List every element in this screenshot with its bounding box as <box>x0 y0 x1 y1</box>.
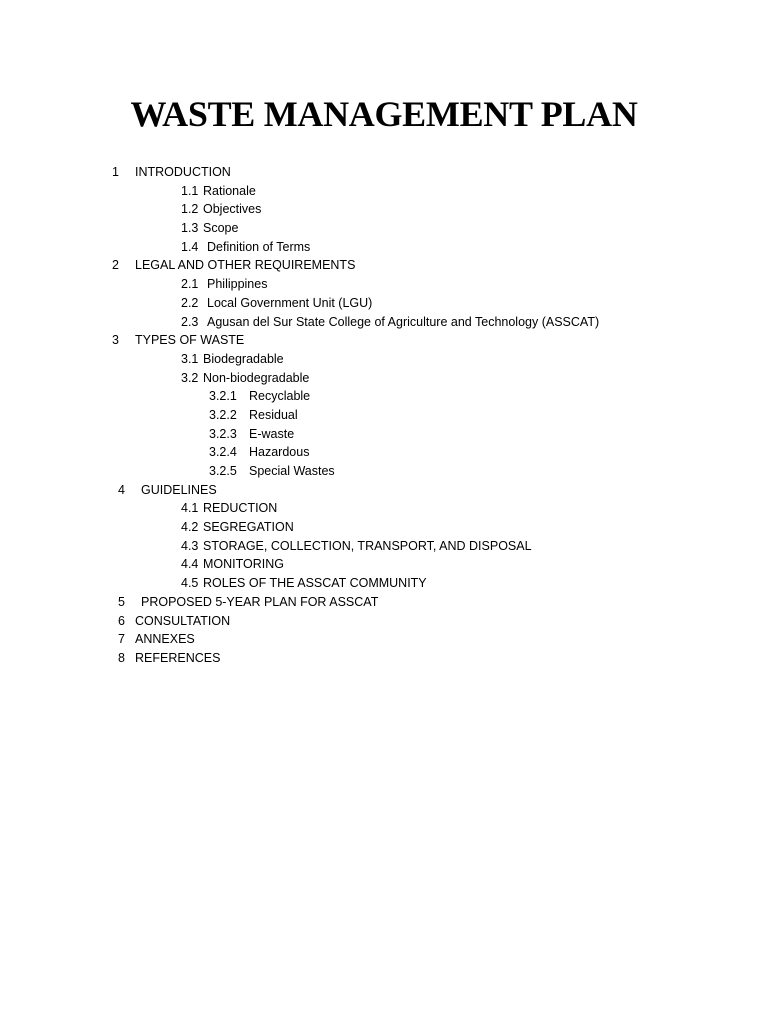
toc-item-label: Rationale <box>203 183 256 198</box>
toc-item-label: LEGAL AND OTHER REQUIREMENTS <box>135 258 356 273</box>
toc-item-label: Biodegradable <box>203 351 284 366</box>
toc-item-label: INTRODUCTION <box>135 165 231 179</box>
toc-item-number: 2.2 <box>181 295 199 310</box>
toc-item-label: STORAGE, COLLECTION, TRANSPORT, AND DISPOSAL <box>203 538 532 553</box>
toc-item-lgu <box>0 294 768 313</box>
toc-item-number: 6 <box>118 613 125 628</box>
toc-item-e-waste <box>0 425 768 444</box>
toc-item-label: Residual <box>249 407 298 422</box>
toc-item-residual <box>0 406 768 425</box>
toc-item-number: 3.2.4 <box>209 445 237 460</box>
toc-item-label: Local Government Unit (LGU) <box>207 295 373 310</box>
toc-item-number: 4.5 <box>181 576 199 591</box>
toc-item-label: ROLES OF THE ASSCAT COMMUNITY <box>203 576 427 591</box>
toc-item-number: 3.2 <box>181 370 199 385</box>
toc-item-legal-requirements <box>0 256 768 275</box>
toc-item-label: Agusan del Sur State College of Agriculture and Technology (ASSCAT) <box>207 314 600 329</box>
toc-item-number: 1.3 <box>181 221 199 236</box>
toc-item-number: 4.2 <box>181 520 199 535</box>
toc-item-reduction <box>0 499 768 518</box>
toc-item-types-of-waste <box>0 331 768 350</box>
toc-item-label: Special Wastes <box>249 464 335 478</box>
toc-item-number: 8 <box>118 650 125 665</box>
toc-item-number: 4.3 <box>181 538 199 553</box>
toc-item-label: Definition of Terms <box>207 239 311 254</box>
table-of-contents <box>0 163 768 668</box>
toc-item-number: 4.4 <box>181 557 199 572</box>
toc-item-non-biodegradable <box>0 369 768 388</box>
toc-item-label: REDUCTION <box>203 501 278 516</box>
toc-item-label: PROPOSED 5-YEAR PLAN FOR ASSCAT <box>141 594 379 609</box>
toc-item-number: 1.1 <box>181 183 199 198</box>
toc-item-objectives <box>0 200 768 219</box>
toc-item-number: 3.2.2 <box>209 407 237 422</box>
toc-item-number: 1 <box>112 165 119 179</box>
toc-item-label: REFERENCES <box>135 650 221 665</box>
toc-item-label: E-waste <box>249 426 295 441</box>
toc-item-label: Hazardous <box>249 445 310 460</box>
toc-item-roles <box>0 574 768 593</box>
toc-item-label: Scope <box>203 221 239 236</box>
toc-item-number: 2.3 <box>181 314 199 329</box>
toc-item-consultation <box>0 612 768 631</box>
toc-item-label: Philippines <box>207 277 268 292</box>
document-title: WASTE MANAGEMENT PLAN <box>130 94 638 134</box>
toc-item-label: CONSULTATION <box>135 613 231 628</box>
toc-item-number: 2 <box>112 258 119 273</box>
toc-item-number: 1.4 <box>181 239 199 254</box>
toc-item-segregation <box>0 518 768 537</box>
toc-item-number: 3.2.1 <box>209 389 237 404</box>
toc-item-number: 3 <box>112 333 119 348</box>
toc-item-storage-collection <box>0 537 768 556</box>
toc-item-rationale <box>0 182 768 201</box>
toc-item-label: TYPES OF WASTE <box>135 333 245 348</box>
toc-item-label: SEGREGATION <box>203 520 294 535</box>
toc-item-number: 2.1 <box>181 277 199 292</box>
toc-item-philippines <box>0 275 768 294</box>
toc-item-definition-of-terms <box>0 238 768 257</box>
toc-item-number: 3.2.3 <box>209 426 237 441</box>
toc-item-five-year-plan <box>0 593 768 612</box>
toc-item-label: ANNEXES <box>135 632 195 647</box>
toc-item-special-wastes <box>0 462 768 481</box>
toc-item-recyclable <box>0 387 768 406</box>
toc-item-annexes <box>0 630 768 649</box>
toc-item-label: Recyclable <box>249 389 311 404</box>
toc-item-number: 4.1 <box>181 501 199 516</box>
toc-item-monitoring <box>0 555 768 574</box>
toc-item-asscat <box>0 313 768 332</box>
toc-item-label: Non-biodegradable <box>203 370 310 385</box>
toc-item-introduction <box>0 163 768 182</box>
toc-item-references <box>0 649 768 668</box>
toc-item-hazardous <box>0 443 768 462</box>
toc-item-number: 3.2.5 <box>209 464 237 478</box>
toc-item-number: 3.1 <box>181 351 199 366</box>
toc-item-guidelines <box>0 481 768 500</box>
toc-item-biodegradable <box>0 350 768 369</box>
toc-item-number: 1.2 <box>181 202 199 217</box>
toc-item-number: 4 <box>118 482 125 497</box>
toc-item-number: 7 <box>118 632 125 647</box>
toc-item-label: Objectives <box>203 202 262 217</box>
toc-item-label: MONITORING <box>203 557 285 572</box>
toc-item-number: 5 <box>118 594 125 609</box>
toc-item-scope <box>0 219 768 238</box>
toc-item-label: GUIDELINES <box>141 482 217 497</box>
